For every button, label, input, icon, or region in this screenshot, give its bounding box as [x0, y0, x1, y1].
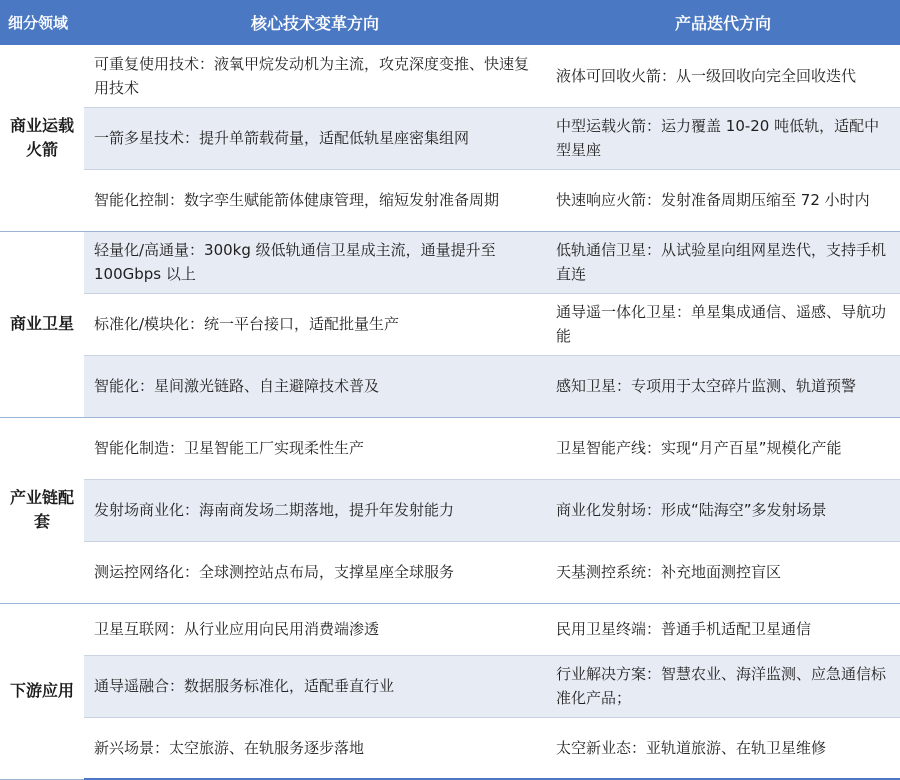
product-cell: 商业化发射场：形成“陆海空”多发射场景 — [546, 479, 900, 541]
product-cell: 感知卫星：专项用于太空碎片监测、轨道预警 — [546, 355, 900, 417]
segment-cell: 商业卫星 — [0, 231, 84, 417]
table-row — [0, 717, 900, 779]
core-tech-cell: 卫星互联网：从行业应用向民用消费端渗透 — [84, 603, 546, 655]
table-row — [0, 293, 900, 355]
core-tech-cell: 智能化控制：数字孪生赋能箭体健康管理，缩短发射准备周期 — [84, 169, 546, 231]
table-header-row — [0, 0, 900, 45]
table-row — [0, 417, 900, 479]
core-tech-cell: 新兴场景：太空旅游、在轨服务逐步落地 — [84, 717, 546, 779]
table-row — [0, 603, 900, 655]
core-tech-cell: 智能化：星间激光链路、自主避障技术普及 — [84, 355, 546, 417]
header-core-tech: 核心技术变革方向 — [84, 0, 546, 45]
core-tech-cell: 智能化制造：卫星智能工厂实现柔性生产 — [84, 417, 546, 479]
table-row — [0, 541, 900, 603]
product-cell: 低轨通信卫星：从试验星向组网星迭代，支持手机直连 — [546, 231, 900, 293]
table-row — [0, 45, 900, 107]
core-tech-cell: 标准化/模块化：统一平台接口，适配批量生产 — [84, 293, 546, 355]
table-row — [0, 355, 900, 417]
product-cell: 卫星智能产线：实现“月产百星”规模化产能 — [546, 417, 900, 479]
segment-cell: 产业链配套 — [0, 417, 84, 603]
core-tech-cell: 测运控网络化：全球测控站点布局，支撑星座全球服务 — [84, 541, 546, 603]
product-cell: 天基测控系统：补充地面测控盲区 — [546, 541, 900, 603]
product-cell: 快速响应火箭：发射准备周期压缩至 72 小时内 — [546, 169, 900, 231]
table-row — [0, 169, 900, 231]
segment-cell: 商业运载火箭 — [0, 45, 84, 231]
table-row — [0, 479, 900, 541]
core-tech-cell: 通导遥融合：数据服务标准化，适配垂直行业 — [84, 655, 546, 717]
product-cell: 太空新业态：亚轨道旅游、在轨卫星维修 — [546, 717, 900, 779]
product-cell: 行业解决方案：智慧农业、海洋监测、应急通信标准化产品； — [546, 655, 900, 717]
table-row — [0, 107, 900, 169]
product-cell: 通导遥一体化卫星：单星集成通信、遥感、导航功能 — [546, 293, 900, 355]
core-tech-cell: 轻量化/高通量：300kg 级低轨通信卫星成主流，通量提升至 100Gbps 以上 — [84, 231, 546, 293]
core-tech-cell: 发射场商业化：海南商发场二期落地，提升年发射能力 — [84, 479, 546, 541]
product-cell: 民用卫星终端：普通手机适配卫星通信 — [546, 603, 900, 655]
product-cell: 液体可回收火箭：从一级回收向完全回收迭代 — [546, 45, 900, 107]
table-row — [0, 655, 900, 717]
table-row — [0, 231, 900, 293]
header-segment: 细分领域 — [0, 0, 84, 45]
core-tech-cell: 一箭多星技术：提升单箭载荷量，适配低轨星座密集组网 — [84, 107, 546, 169]
segment-cell: 下游应用 — [0, 603, 84, 779]
header-product: 产品迭代方向 — [546, 0, 900, 45]
product-cell: 中型运载火箭：运力覆盖 10-20 吨低轨，适配中型星座 — [546, 107, 900, 169]
core-tech-cell: 可重复使用技术：液氧甲烷发动机为主流，攻克深度变推、快速复用技术 — [84, 45, 546, 107]
